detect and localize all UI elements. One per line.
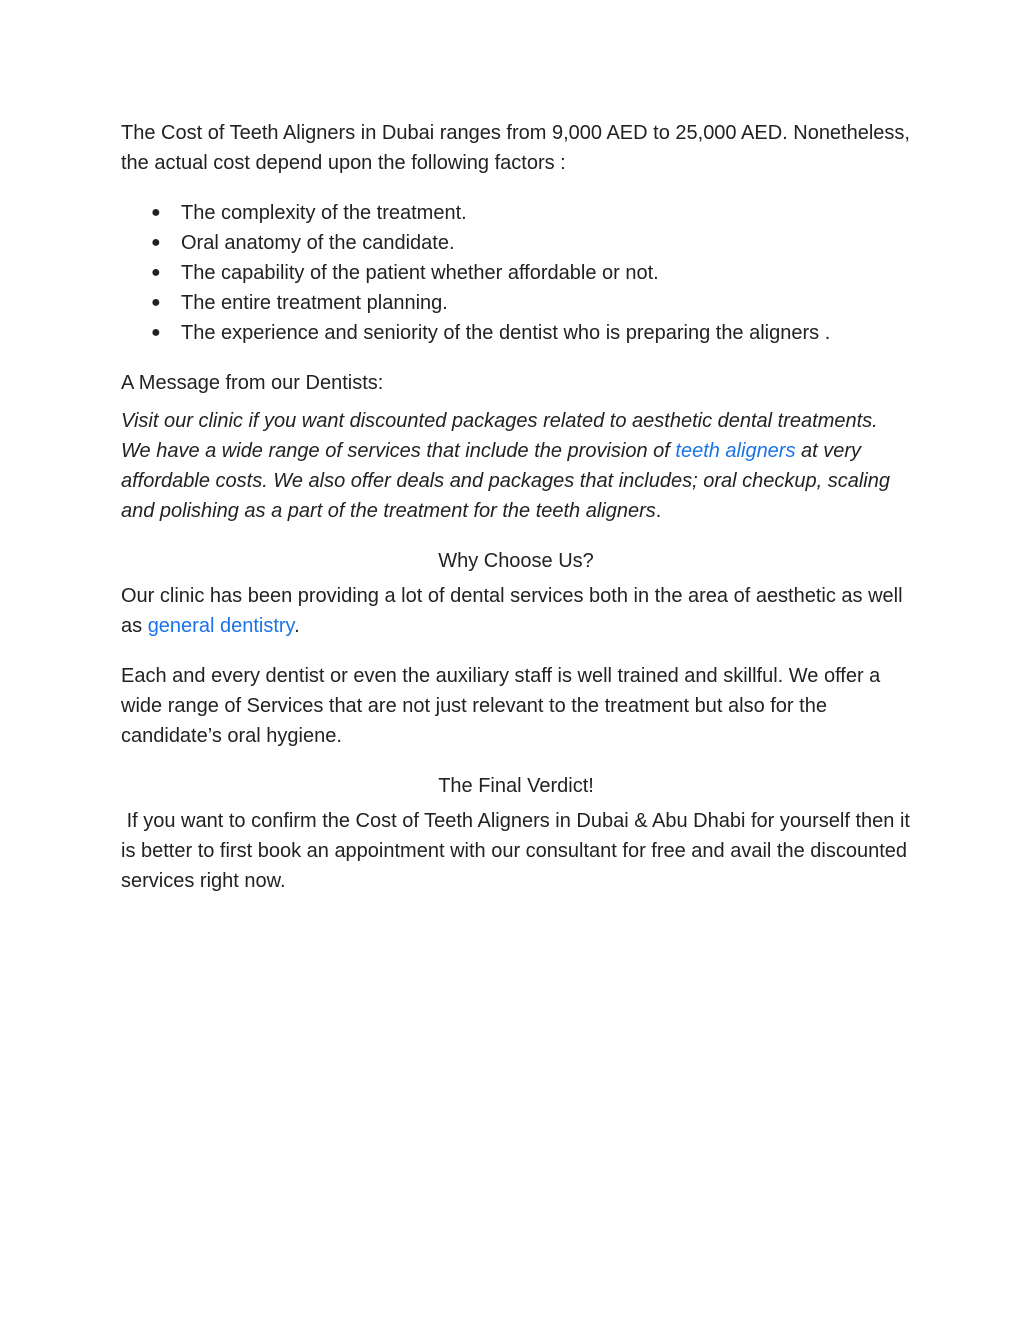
bullet-icon: ●: [151, 204, 161, 221]
list-item: [121, 228, 911, 258]
list-item: [121, 318, 911, 348]
message-end: .: [655, 500, 662, 522]
message-text-2: at very affordable costs. We also offer deals and packages that includes; oral checkup, scaling and polishing as a part of the treatment for the teeth aligners: [121, 440, 890, 522]
list-item: [121, 288, 911, 318]
bullet-icon: ●: [151, 234, 161, 251]
list-item: [121, 258, 911, 288]
document-page: [121, 118, 916, 916]
why-paragraph-1: [121, 581, 911, 641]
message-heading: A Message from our Dentists:: [121, 372, 384, 394]
why-paragraph-2: Each and every dentist or even the auxiliary staff is well trained and skillful. We offer a wide range of Services that are not just relevant to the treatment but also for the candidate’s oral hygiene.: [121, 665, 881, 747]
list-item-text: The experience and seniority of the dentist who is preparing the aligners .: [181, 322, 831, 344]
final-verdict-heading: The Final Verdict!: [438, 775, 594, 797]
bullet-icon: ●: [151, 294, 161, 311]
why-text-end: .: [294, 615, 300, 637]
bullet-icon: ●: [151, 324, 161, 341]
list-item-text: Oral anatomy of the candidate.: [181, 232, 455, 254]
list-item-text: The capability of the patient whether affordable or not.: [181, 262, 659, 284]
general-dentistry-link[interactable]: general dentistry: [147, 615, 295, 637]
factors-list: [121, 198, 911, 348]
why-text-1: Our clinic has been providing a lot of dental services both in the area of aesthetic as well as: [121, 585, 903, 637]
intro-paragraph: The Cost of Teeth Aligners in Dubai ranges from 9,000 AED to 25,000 AED. Nonetheless, the actual cost depend upon the following factors :: [121, 122, 910, 174]
message-text-1: Visit our clinic if you want discounted packages related to aesthetic dental treatments. We have a wide range of services that include the provision of: [121, 410, 878, 462]
teeth-aligners-link[interactable]: teeth aligners: [675, 440, 796, 462]
list-item-text: The complexity of the treatment.: [181, 202, 467, 224]
list-item-text: The entire treatment planning.: [181, 292, 448, 314]
list-item: [121, 198, 911, 228]
bullet-icon: ●: [151, 264, 161, 281]
why-choose-heading: Why Choose Us?: [438, 550, 594, 572]
verdict-paragraph: If you want to confirm the Cost of Teeth Aligners in Dubai & Abu Dhabi for yourself then it is better to first book an appointment with our consultant for free and avail the discounted services right now.: [121, 810, 916, 892]
message-paragraph: [121, 406, 911, 526]
